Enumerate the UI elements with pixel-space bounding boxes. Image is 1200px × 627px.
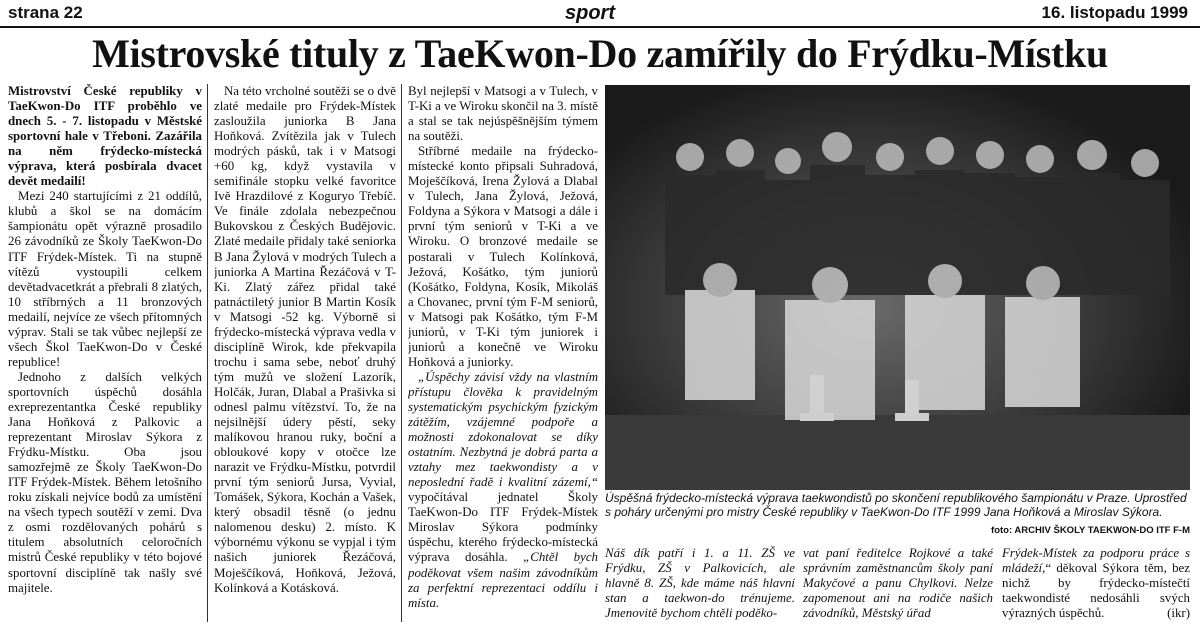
column-divider bbox=[207, 84, 208, 622]
page-number: strana 22 bbox=[8, 3, 83, 22]
headline: Mistrovské tituly z TaeKwon-Do zamířily do Frýdku-Místku bbox=[92, 31, 1108, 76]
photo-caption: Úspěšná frýdecko-místecká výprava taekwondistů po skončení republikového šampionátu v Praze. Uprostřed s poháry určenými pro mistry České republiky v TaeKwon-Do ITF 1999 Jana Hoňková a Miroslav Sýkora. bbox=[605, 491, 1187, 519]
article-column-2 bbox=[214, 84, 396, 622]
lead-paragraph: Mistrovství České republiky v TaeKwon-Do ITF proběhlo ve dnech 5. - 7. listopadu v Městské sportovní hale v Třeboni. Zazářila na něm frýdecko-místecká výprava, která posbírala dvacet devět medailí! bbox=[8, 84, 202, 189]
team-photo bbox=[605, 85, 1190, 490]
paragraph bbox=[1002, 546, 1190, 621]
bottom-column-1 bbox=[605, 546, 795, 624]
article-column-1 bbox=[8, 84, 202, 622]
issue-date: 16. listopadu 1999 bbox=[1041, 3, 1188, 22]
column-divider bbox=[401, 84, 402, 622]
paragraph: Byl nejlepší v Matsogi a v Tulech, v T-Ki a ve Wiroku skončil na 3. místě a stal se tak nejúspěšnějším týmem na soutěži. bbox=[408, 84, 598, 144]
attribution: “ děkoval Sýkora těm, bez nichž by frýdecko-místečtí taekwondisté nedosáhli svých výrazných úspěchů. bbox=[1002, 561, 1190, 620]
bottom-column-3 bbox=[1002, 546, 1190, 624]
paragraph: vat paní ředitelce Rojkové a také správním zaměstnancům školy paní Makyčové a panu Chylkovi. Nelze zapomenout ani na rodiče našich závodníků, Městský úřad bbox=[803, 546, 993, 620]
paragraph: Na této vrcholné soutěži se o dvě zlaté medaile pro Frýdek-Místek zasloužila juniorka B Jana Hoňková. Zvítězila jak v Tulech modrých pásků, tak i v Matsogi +60 kg, když vystavila v semifinále stopku velké favoritce Ivě Hrazdilové z Koguryo Třebíč. Ve finále zdolala nebezpečnou Bukovskou z Českých Budějovic. Zlaté medaile přidaly také seniorka B Jana Žylová v modrých Tulech a juniorka A Martina Řezáčová v T-Ki. Zlatý zářez přidal také patnáctiletý junior B Martin Kosík v Matsogi -52 kg. Výborně si frýdecko-místecká výprava vedla v disciplíně Wirok, kde překvapila trochu i sama sebe, neboť druhý tým mužů ve složení Lazorík, Holčák, Juran, Dlabal a Prašivka si odnesl palmu vítězství. To, že na nejsilnější údery pěstí, seky malíkovou hranou ruky, boční a obloukové kopy v otočce lze narazit ve Frýdku-Místku, potvrdil první tým seniorů Jursa, Vyvial, Tomášek, Sýkora, Kochán a Vašek, který obsadil těsně (o jednu nalomenou desku) 2. místo. K výbornému výkonu se vypjal i tým našich juniorek Řezáčová, Moješčíková, Hoňková, Ježová, Kolínková a Kotásková. bbox=[214, 84, 396, 595]
bottom-column-2 bbox=[803, 546, 993, 624]
article-column-3 bbox=[408, 84, 598, 622]
page-header bbox=[0, 0, 1200, 28]
paragraph: Stříbrné medaile na frýdecko-místecké konto připsali Suhradová, Moješčíková, Irena Žylová a Dlabal v Tulech, Jana Žylová, Ježová, Foldyna a Sýkora v Matsogi a dále i první tým seniorů v T-Ki a ve Wiroku. O bronzové medaile se postarali v Tulech Kolínková, Ježová, Košátko, tým juniorů (Košátko, Foldyna, Kosík, Mikoláš a Chovanec, první tým F-M seniorů, v Matsogi pak Košátko, tým F-M juniorů, v T-Ki tým juniorek i juniorů a konečně ve Wiroku Hoňková a juniorky. bbox=[408, 144, 598, 369]
photo-credit: foto: ARCHIV ŠKOLY TAEKWON-DO ITF F-M bbox=[991, 525, 1190, 536]
header-rule bbox=[0, 26, 1200, 28]
paragraph: Jednoho z dalších velkých sportovních úspěchů dosáhla exreprezentantka České republiky Jana Hoňková z Palkovic a reprezentant Miroslav Sýkora z Frýdku-Místku. Oba jsou samozřejmě ze Školy TaeKwon-Do ITF Frýdek-Místek. Během letošního roku získali nejvíce bodů za umístění na všech typech soutěží v zemi. Dva z osmi rozdělovaných pohárů s titulem absolutních celoročních mistrů České republiky v této bojové sportovní disciplíně tak našly své majitele. bbox=[8, 369, 202, 595]
attribution: vypočítával jednatel Školy TaeKwon-Do ITF Frýdek-Místek Miroslav Sýkora podmínky úspěchu, kterého frýdecko-místecká výprava dosáhla. bbox=[408, 490, 598, 565]
author-signature: (ikr) bbox=[1167, 606, 1190, 620]
quote-text: „Úspěchy závisí vždy na vlastním přístupu člověka k pravidelným systematickým psychickým fyzickým zátěžím, vzájemné podpoře a možnosti zdokonalovat se díky ostatním. Nezbytná je dobrá parta a vztahy mez taekwondisty a v neposlední řadě i kvalitní zázemí,“ bbox=[408, 369, 598, 490]
paragraph: Mezi 240 startujícími z 21 oddílů, klubů a škol se na domácím šampionátu opět výrazně prosadilo 26 závodníků ze Školy TaeKwon-Do ITF Frýdek-Místek. Ti na stupně vítězů vystoupili celkem devětadvacetkrát a přebrali 8 zlatých, 10 stříbrných a 11 bronzových medailí, nejvíce ze všech přítomných výprav. Stali se tak vůbec nejlepší ze všech Škol TaeKwon-Do v České republice! bbox=[8, 189, 202, 369]
section-name: sport bbox=[565, 2, 615, 24]
quote-end: Frýdek-Místek za podporu práce s mládeží, bbox=[1002, 546, 1190, 575]
paragraph: Náš dík patří i 1. a 11. ZŠ ve Frýdku, ZŠ v Palkovicích, ale hlavně 8. ZŠ, kde máme náš hlavní stan a taekwon-do trénujeme. Jmenovitě bychom chtěli poděko- bbox=[605, 546, 795, 620]
quote-paragraph bbox=[408, 370, 598, 611]
quote-text: „Chtěl bych poděkovat všem našim závodníkům za perfektní reprezentaci oddílu i místa. bbox=[408, 550, 598, 610]
